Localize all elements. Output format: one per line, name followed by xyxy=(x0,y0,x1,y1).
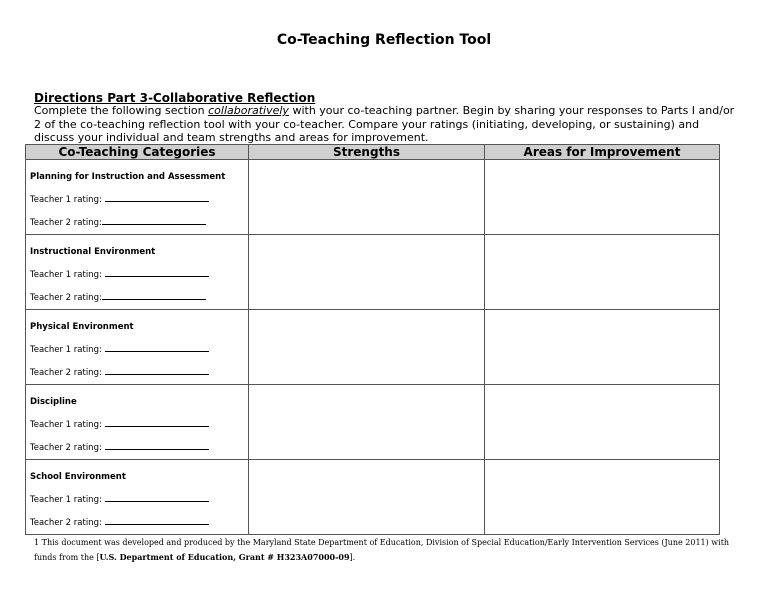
rating-blank[interactable] xyxy=(105,493,209,502)
rating-blank[interactable] xyxy=(105,193,209,202)
rating-label: Teacher 2 rating: xyxy=(30,218,102,228)
teacher2-rating[interactable] xyxy=(30,366,248,378)
category-name: Instructional Environment xyxy=(30,247,156,257)
rating-blank[interactable] xyxy=(105,343,209,352)
rating-label: Teacher 1 rating: xyxy=(30,495,105,505)
directions-text-start: Complete the following section xyxy=(34,104,209,117)
improvement-cell[interactable] xyxy=(485,310,720,385)
strengths-cell[interactable] xyxy=(249,385,485,460)
teacher2-rating[interactable] xyxy=(30,441,248,453)
category-cell xyxy=(26,235,249,310)
improvement-cell[interactable] xyxy=(485,235,720,310)
rating-blank[interactable] xyxy=(105,418,209,427)
category-cell xyxy=(26,310,249,385)
rating-label: Teacher 2 rating: xyxy=(30,368,105,378)
teacher2-rating[interactable] xyxy=(30,216,248,228)
table-row xyxy=(26,460,720,535)
teacher1-rating[interactable] xyxy=(30,268,248,280)
category-cell xyxy=(26,385,249,460)
strengths-cell[interactable] xyxy=(249,460,485,535)
category-name: School Environment xyxy=(30,472,126,482)
teacher1-rating[interactable] xyxy=(30,193,248,205)
improvement-cell[interactable] xyxy=(485,385,720,460)
rating-blank[interactable] xyxy=(105,516,209,525)
rating-label: Teacher 2 rating: xyxy=(30,518,105,528)
directions-text-end: with your co-teaching partner. Begin by sharing your responses to Parts I and/or 2 of the co-teaching reflection tool with your co-teacher. Compare your ratings (initiating, developing, or sustaining) and discuss your individual and team strengths and areas for improvement. xyxy=(34,104,735,144)
teacher1-rating[interactable] xyxy=(30,343,248,355)
reflection-table xyxy=(25,144,720,535)
strengths-cell[interactable] xyxy=(249,310,485,385)
rating-blank[interactable] xyxy=(105,268,209,277)
rating-blank[interactable] xyxy=(105,366,209,375)
rating-label: Teacher 1 rating: xyxy=(30,420,105,430)
category-name: Planning for Instruction and Assessment xyxy=(30,172,226,182)
footnote xyxy=(34,535,754,565)
header-improvement: Areas for Improvement xyxy=(485,145,720,160)
rating-blank[interactable] xyxy=(102,291,206,300)
rating-label: Teacher 1 rating: xyxy=(30,270,105,280)
rating-blank[interactable] xyxy=(105,441,209,450)
table-row xyxy=(26,310,720,385)
strengths-cell[interactable] xyxy=(249,160,485,235)
directions-heading: Directions Part 3-Collaborative Reflection xyxy=(34,91,316,105)
rating-label: Teacher 2 rating: xyxy=(30,443,105,453)
footnote-marker: 1 xyxy=(34,538,40,547)
table-row xyxy=(26,235,720,310)
teacher1-rating[interactable] xyxy=(30,418,248,430)
improvement-cell[interactable] xyxy=(485,160,720,235)
footnote-grant: U.S. Department of Education, Grant # H323A07000-09 xyxy=(99,552,350,562)
rating-label: Teacher 1 rating: xyxy=(30,345,105,355)
category-name: Discipline xyxy=(30,397,77,407)
rating-label: Teacher 1 rating: xyxy=(30,195,105,205)
header-strengths: Strengths xyxy=(249,145,485,160)
rating-label: Teacher 2 rating: xyxy=(30,293,102,303)
document-title: Co-Teaching Reflection Tool xyxy=(276,32,492,48)
category-name: Physical Environment xyxy=(30,322,134,332)
teacher1-rating[interactable] xyxy=(30,493,248,505)
rating-blank[interactable] xyxy=(102,216,206,225)
directions-emphasis: collaboratively xyxy=(208,104,289,117)
improvement-cell[interactable] xyxy=(485,460,720,535)
strengths-cell[interactable] xyxy=(249,235,485,310)
teacher2-rating[interactable] xyxy=(30,516,248,528)
table-row xyxy=(26,385,720,460)
header-categories: Co-Teaching Categories xyxy=(26,145,249,160)
directions-text xyxy=(34,104,740,144)
teacher2-rating[interactable] xyxy=(30,291,248,303)
footnote-text: This document was developed and produced by the Maryland State Department of Education, Division of Special Education/Early Intervention Services (June 2011) with funds from the [ xyxy=(34,538,730,562)
table-row xyxy=(26,160,720,235)
category-cell xyxy=(26,160,249,235)
category-cell xyxy=(26,460,249,535)
header-row xyxy=(26,145,720,160)
footnote-end: ]. xyxy=(349,553,356,562)
